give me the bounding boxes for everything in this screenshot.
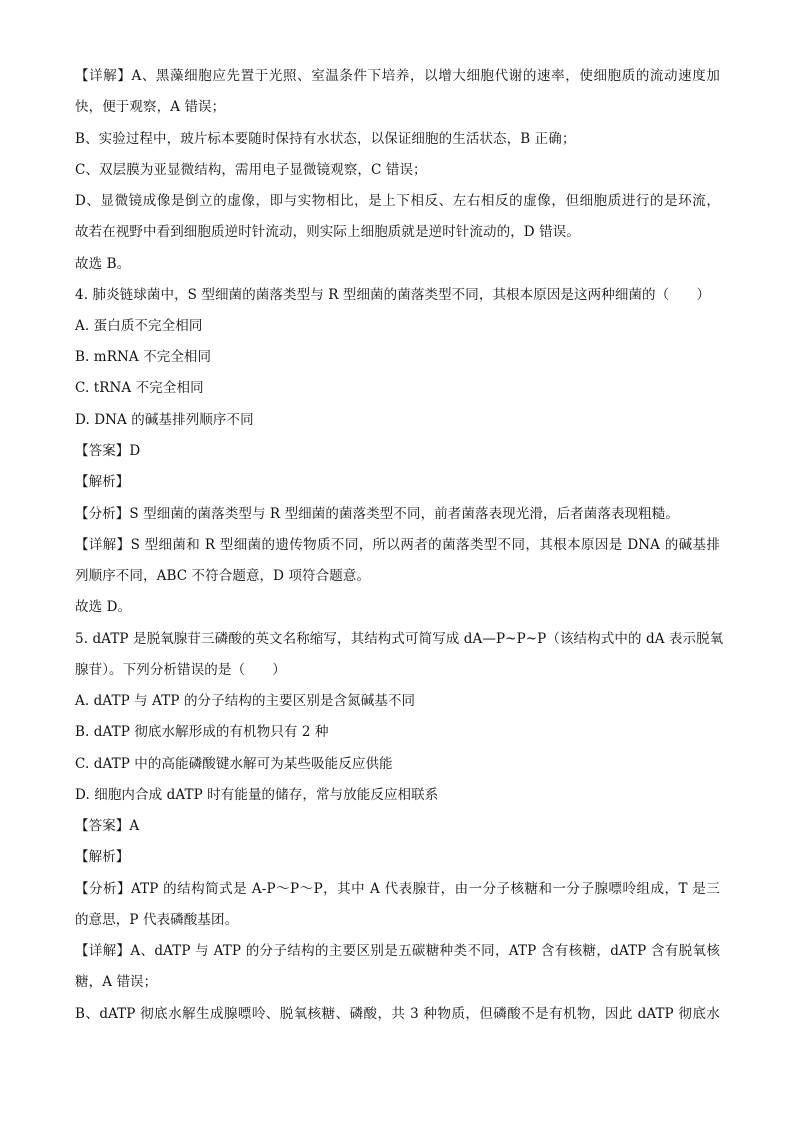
option-a: A. dATP 与 ATP 的分子结构的主要区别是含氮碱基不同: [75, 693, 416, 709]
text-line: 故若在视野中看到细胞质逆时针流动，则实际上细胞质就是逆时针流动的，D 错误。: [75, 224, 580, 240]
text-line: 故选 D。: [75, 599, 132, 615]
text-line: 快，便于观察，A 错误；: [75, 99, 226, 115]
option-b: B. mRNA 不完全相同: [75, 349, 212, 365]
text-line: 糖，A 错误；: [75, 974, 158, 990]
text-line: B、dATP 彻底水解生成腺嘌呤、脱氧核糖、磷酸，共 3 种物质，但磷酸不是有机物，因此 dATP 彻底水: [75, 1006, 720, 1022]
text-line: 【分析】ATP 的结构简式是 A-P～P～P，其中 A 代表腺苷，由一分子核糖和一分子腺嘌呤组成，T 是三: [75, 881, 720, 897]
analysis-label: 【解析】: [75, 849, 130, 865]
option-c: C. dATP 中的高能磷酸键水解可为某些吸能反应供能: [75, 756, 393, 772]
answer-label: 【答案】A: [75, 818, 140, 834]
text-line: 【详解】A、dATP 与 ATP 的分子结构的主要区别是五碳糖种类不同，ATP 含有核糖，dATP 含有脱氧核: [75, 943, 720, 959]
option-c: C. tRNA 不完全相同: [75, 380, 204, 396]
answer-label: 【答案】D: [75, 443, 141, 459]
analysis-label: 【解析】: [75, 474, 130, 490]
text-line: 【详解】S 型细菌和 R 型细菌的遗传物质不同，所以两者的菌落类型不同，其根本原因是 DNA 的碱基排: [75, 537, 720, 553]
question-stem: 4. 肺炎链球菌中，S 型细菌的菌落类型与 R 型细菌的菌落类型不同，其根本原因是这两种细菌的（ ）: [75, 287, 711, 303]
text-line: 的意思，P 代表磷酸基团。: [75, 912, 239, 928]
text-line: 【分析】S 型细菌的菌落类型与 R 型细菌的菌落类型不同，前者菌落表现光滑，后者菌落表现粗糙。: [75, 506, 679, 522]
option-d: D. 细胞内合成 dATP 时有能量的储存，常与放能反应相联系: [75, 787, 439, 803]
option-b: B. dATP 彻底水解形成的有机物只有 2 种: [75, 724, 329, 740]
text-line: 故选 B。: [75, 256, 131, 272]
option-a: A. 蛋白质不完全相同: [75, 318, 203, 334]
option-d: D. DNA 的碱基排列顺序不同: [75, 412, 254, 428]
text-line: 列顺序不同，ABC 不符合题意，D 项符合题意。: [75, 568, 371, 584]
question-stem: 腺苷）。下列分析错误的是（ ）: [75, 662, 286, 678]
text-line: D、显微镜成像是倒立的虚像，即与实物相比，是上下相反、左右相反的虚像，但细胞质进行的是环流，: [75, 193, 720, 209]
text-line: 【详解】A、黑藻细胞应先置于光照、室温条件下培养，以增大细胞代谢的速率，使细胞质的流动速度加: [75, 68, 720, 84]
text-line: C、双层膜为亚显微结构，需用电子显微镜观察，C 错误；: [75, 162, 427, 178]
text-line: B、实验过程中，玻片标本要随时保持有水状态，以保证细胞的生活状态，B 正确；: [75, 131, 576, 147]
question-stem: 5. dATP 是脱氧腺苷三磷酸的英文名称缩写，其结构式可简写成 dA—P~P~P（该结构式中的 dA 表示脱氧: [75, 631, 724, 647]
